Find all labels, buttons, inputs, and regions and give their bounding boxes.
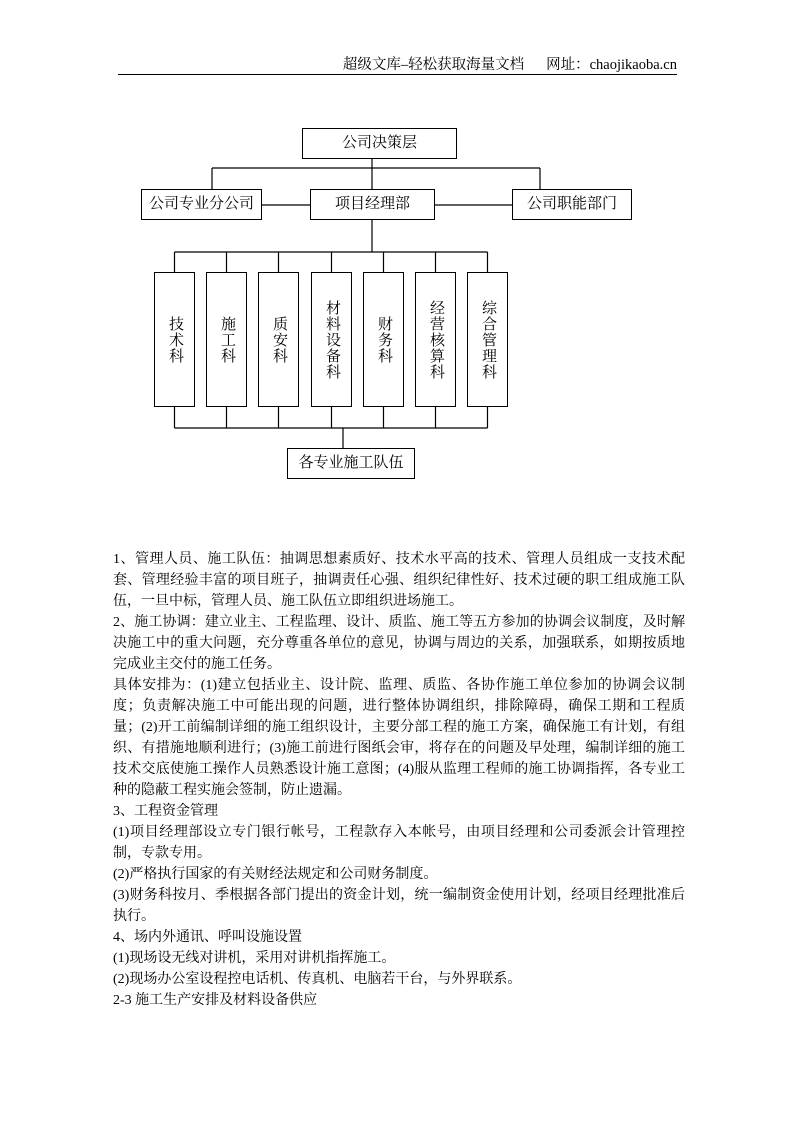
para-comm-2-office-phones: (2)现场办公室设程控电话机、传真机、电脑若干台，与外界联系。 xyxy=(113,972,522,987)
org-box-specialized-subsidiaries-label: 公司专业分公司 xyxy=(148,196,254,212)
org-box-materials-equipment-dept xyxy=(311,272,352,407)
org-box-company-function-depts xyxy=(512,189,632,220)
org-box-materials-equipment-dept-label: 材料设备科 xyxy=(324,299,340,380)
org-box-decision-layer-label: 公司决策层 xyxy=(341,135,417,151)
org-box-decision-layer xyxy=(302,128,457,159)
heading-4-communication: 4、场内外通讯、呼叫设施设置 xyxy=(113,930,302,945)
org-box-quality-safety-dept-label: 质安科 xyxy=(271,315,287,364)
org-box-construction-teams xyxy=(287,448,415,479)
org-box-operation-accounting-dept-label: 经营核算科 xyxy=(428,299,444,380)
site-url-label: 网址：chaojikaoba.cn xyxy=(546,57,677,73)
org-box-technology-dept-label: 技术科 xyxy=(167,315,183,364)
org-box-general-management-dept-label: 综合管理科 xyxy=(480,299,496,380)
org-chart xyxy=(0,0,793,560)
org-box-project-manager-dept xyxy=(310,189,435,220)
org-box-technology-dept xyxy=(154,272,195,407)
org-box-quality-safety-dept xyxy=(258,272,299,407)
heading-2-3-production: 2-3 施工生产安排及材料设备供应 xyxy=(113,993,318,1008)
org-box-specialized-subsidiaries xyxy=(141,189,262,220)
org-box-company-function-depts-label: 公司职能部门 xyxy=(526,196,617,212)
para-1-personnel-teams: 1、管理人员、施工队伍：抽调思想素质好、技术水平高的技术、管理人员组成一支技术配套、管理经验丰富的项目班子，抽调责任心强、组织纪律性好、技术过硬的职工组成施工队伍，一旦中标，管理人员、施工队伍立即组织进场施工。 xyxy=(113,552,685,609)
org-box-general-management-dept xyxy=(467,272,508,407)
org-box-construction-dept xyxy=(206,272,247,407)
para-coordination-details: 具体安排为：(1)建立包括业主、设计院、监理、质监、各协作施工单位参加的协调会议制度；负责解决施工中可能出现的问题，进行整体协调组织，排除障碍，确保工期和工程质量；(2)开工前编制详细的施工组织设计，主要分部工程的施工方案，确保施工有计划，有组织、有措施地顺利进行；(3)施工前进行图纸会审，将存在的问题及早处理，编制详细的施工技术交底使施工操作人员熟悉设计施工意图；(4)服从监理工程师的施工协调指挥，各专业工种的隐蔽工程实施会签制，防止遗漏。 xyxy=(113,678,685,798)
para-fund-1-bank-account: (1)项目经理部设立专门银行帐号，工程款存入本帐号，由项目经理和公司委派会计管理控制，专款专用。 xyxy=(113,825,685,861)
org-box-finance-dept xyxy=(363,272,404,407)
org-box-operation-accounting-dept xyxy=(415,272,456,407)
para-2-coordination: 2、施工协调：建立业主、工程监理、设计、质监、施工等五方参加的协调会议制度，及时解决施工中的重大问题，充分尊重各单位的意见，协调与周边的关系，加强联系，如期按质地完成业主交付的施工任务。 xyxy=(113,615,685,672)
para-fund-2-regulations: (2)严格执行国家的有关财经法规定和公司财务制度。 xyxy=(113,867,438,882)
para-comm-1-walkie-talkie: (1)现场设无线对讲机，采用对讲机指挥施工。 xyxy=(113,951,396,966)
org-box-project-manager-dept-label: 项目经理部 xyxy=(334,196,410,212)
document-body xyxy=(113,549,685,1011)
site-name-label: 超级文库–轻松获取海量文档 xyxy=(342,57,525,73)
org-box-construction-dept-label: 施工科 xyxy=(219,315,235,364)
org-box-finance-dept-label: 财务科 xyxy=(376,315,392,364)
heading-3-fund-management: 3、工程资金管理 xyxy=(113,804,218,819)
para-fund-3-finance-plan: (3)财务科按月、季根据各部门提出的资金计划，统一编制资金使用计划，经项目经理批准后执行。 xyxy=(113,888,685,924)
org-box-construction-teams-label: 各专业施工队伍 xyxy=(298,455,404,471)
